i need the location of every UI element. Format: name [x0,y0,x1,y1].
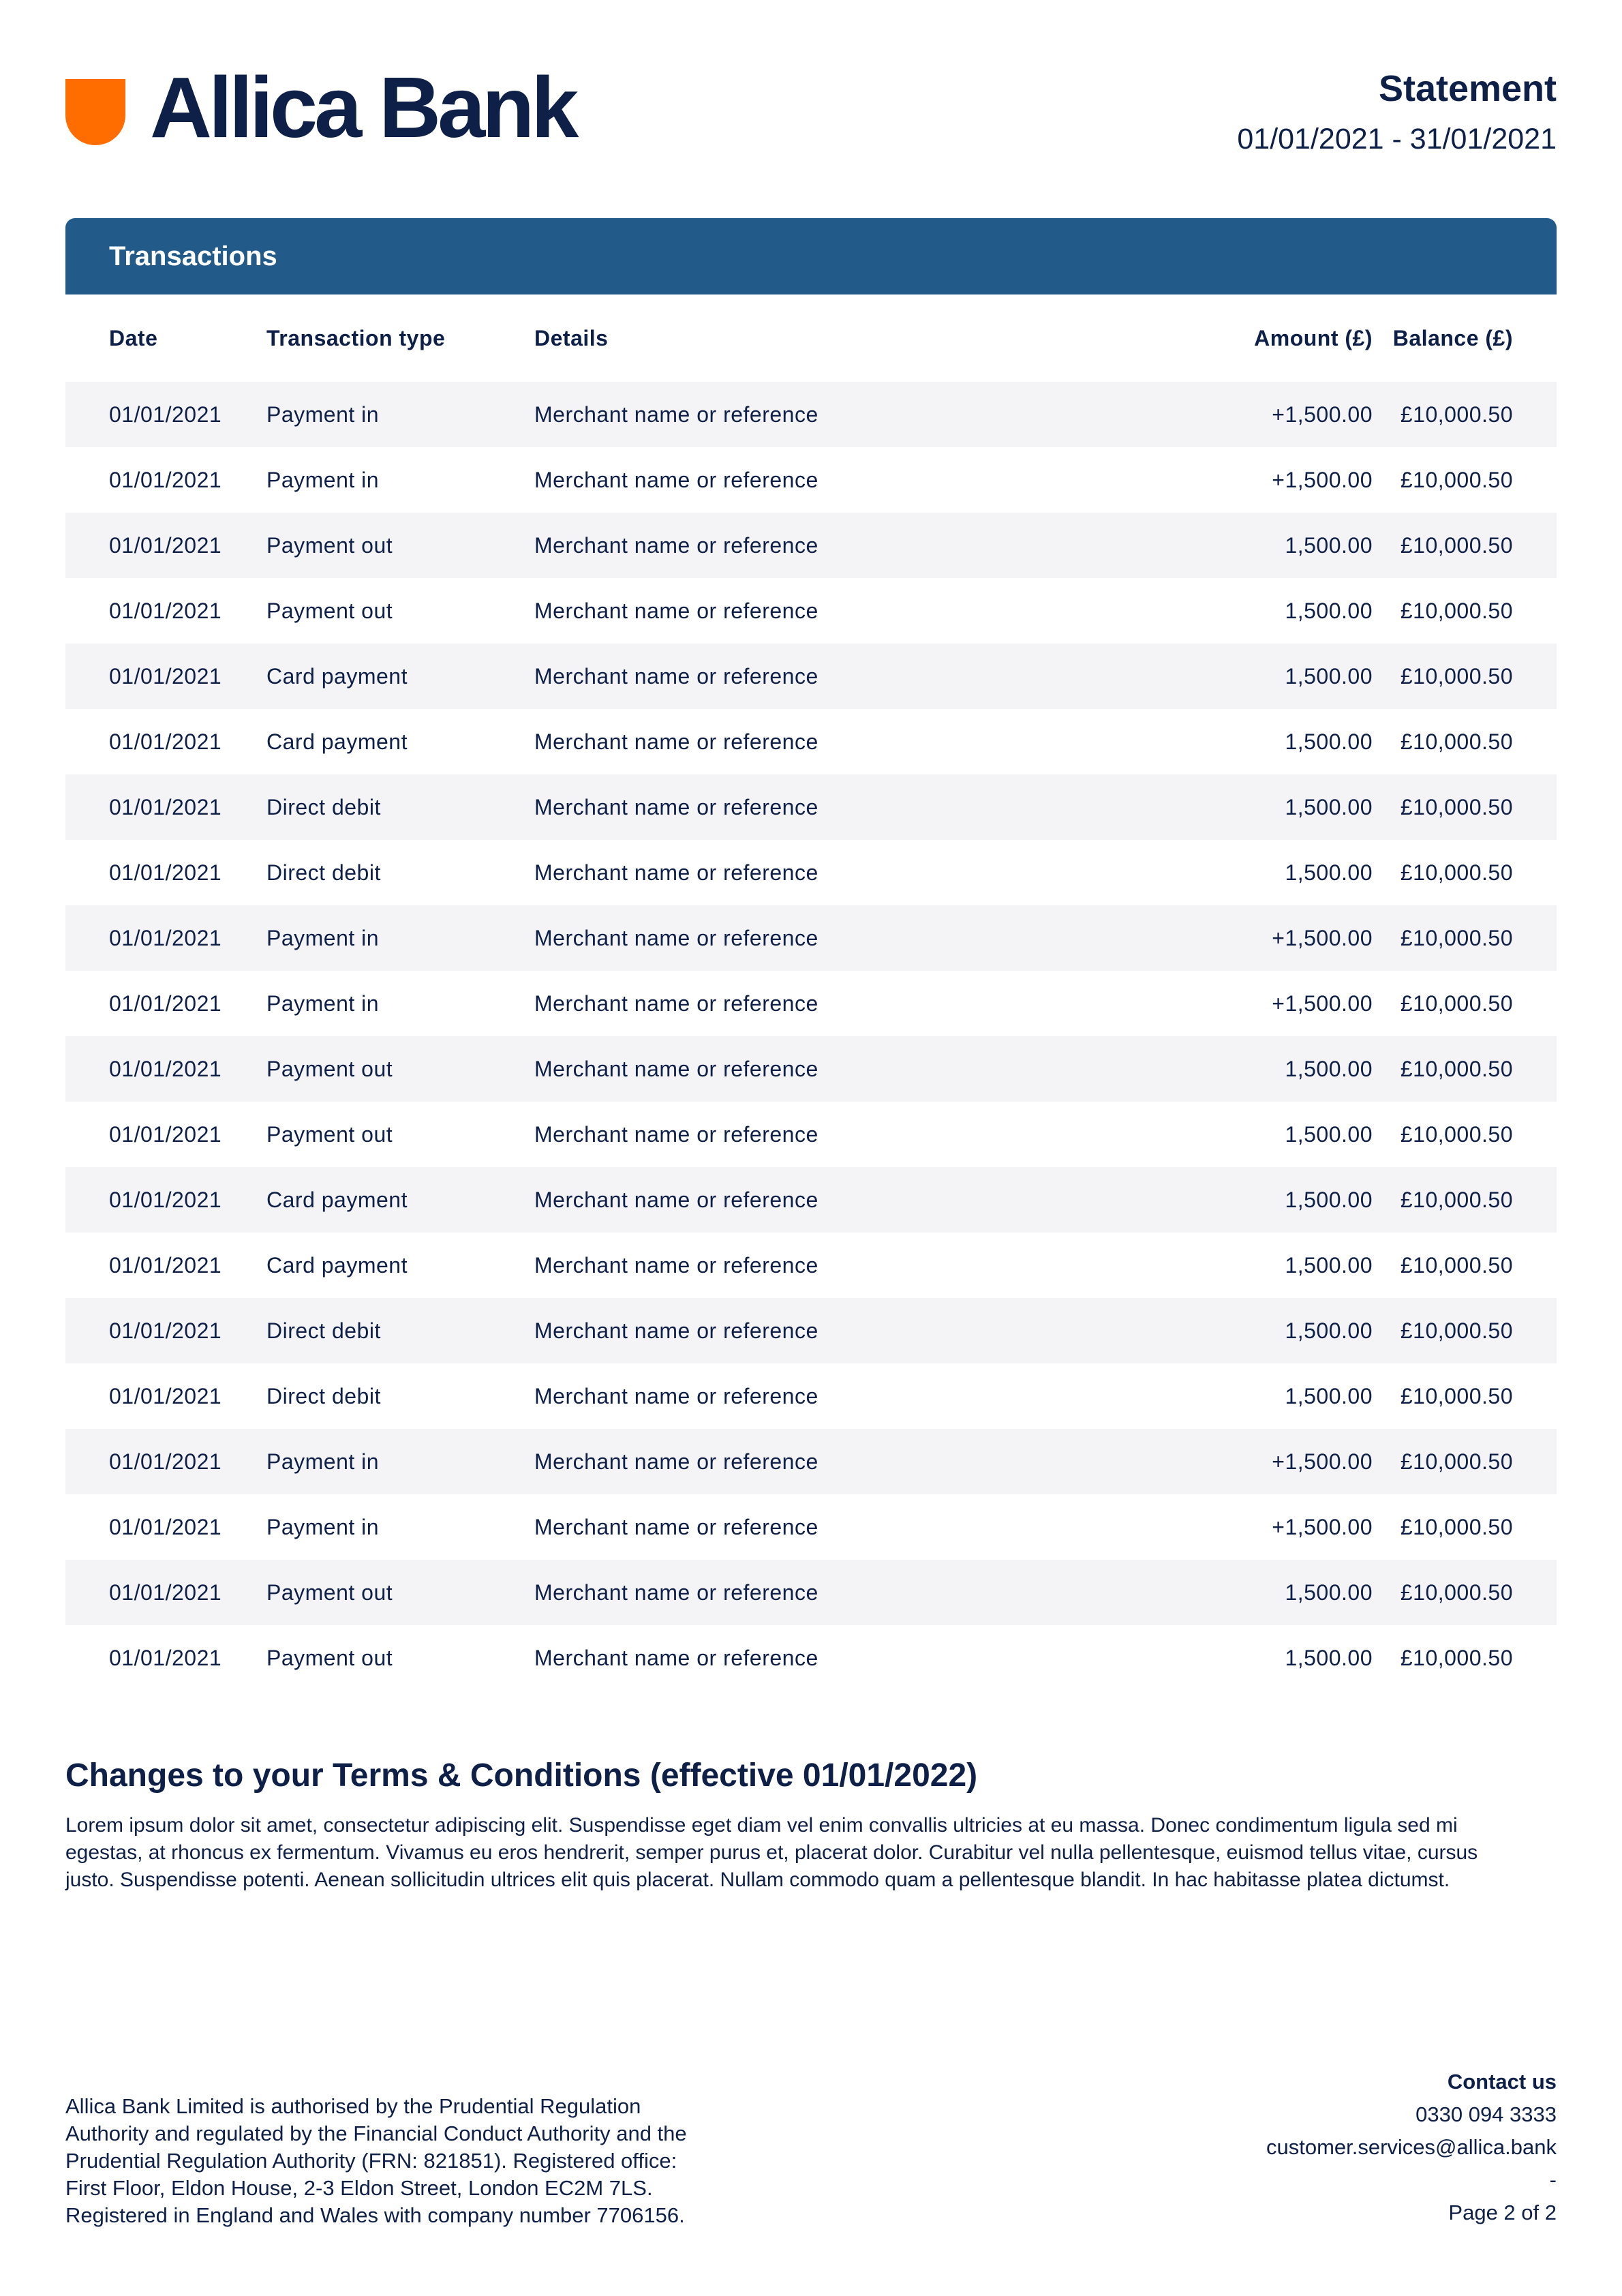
legal-line: First Floor, Eldon House, 2-3 Eldon Street, London EC2M 7LS. [65,2176,653,2200]
cell-date: 01/01/2021 [109,1383,222,1408]
cell-balance: £10,000.50 [1400,1514,1513,1539]
page-number: Page 2 of 2 [1448,2201,1557,2224]
cell-balance: £10,000.50 [1400,925,1513,950]
table-row [65,774,1557,840]
table-row [65,1233,1557,1298]
cell-date: 01/01/2021 [109,1580,222,1605]
table-column-headers [65,294,1557,382]
table-body [65,382,1557,1691]
table-row [65,578,1557,644]
cell-date: 01/01/2021 [109,467,222,492]
cell-date: 01/01/2021 [109,1187,222,1212]
cell-balance: £10,000.50 [1400,402,1513,427]
cell-details: Merchant name or reference [534,1121,818,1147]
cell-details: Merchant name or reference [534,402,818,427]
legal-line: Registered in England and Wales with company number 7706156. [65,2203,685,2227]
column-date: Date [109,325,158,350]
cell-date: 01/01/2021 [109,1056,222,1081]
cell-details: Merchant name or reference [534,1449,818,1474]
cell-balance: £10,000.50 [1400,663,1513,689]
cell-transaction-type: Card payment [266,1187,408,1212]
table-row [65,1429,1557,1494]
cell-details: Merchant name or reference [534,1056,818,1081]
table-row [65,447,1557,513]
cell-details: Merchant name or reference [534,1318,818,1343]
cell-date: 01/01/2021 [109,991,222,1016]
cell-transaction-type: Direct debit [266,860,381,885]
table-row [65,971,1557,1036]
cell-date: 01/01/2021 [109,729,222,754]
cell-amount: 1,500.00 [1285,1187,1373,1212]
transactions-table [65,218,1557,1691]
cell-amount: +1,500.00 [1272,402,1373,427]
shield-logo-icon [65,79,125,145]
cell-details: Merchant name or reference [534,860,818,885]
table-row [65,644,1557,709]
cell-transaction-type: Payment in [266,1514,380,1539]
cell-date: 01/01/2021 [109,402,222,427]
cell-transaction-type: Payment in [266,991,380,1016]
table-row [65,1560,1557,1625]
cell-date: 01/01/2021 [109,598,222,623]
cell-date: 01/01/2021 [109,1514,222,1539]
legal-notice [65,2093,883,2229]
cell-balance: £10,000.50 [1400,1252,1513,1278]
cell-details: Merchant name or reference [534,991,818,1016]
cell-details: Merchant name or reference [534,794,818,819]
cell-transaction-type: Direct debit [266,794,381,819]
table-row [65,709,1557,774]
cell-transaction-type: Card payment [266,1252,408,1278]
statement-title: Statement [1378,68,1557,109]
cell-amount: +1,500.00 [1272,467,1373,492]
statement-info [1237,65,1557,163]
cell-date: 01/01/2021 [109,860,222,885]
cell-balance: £10,000.50 [1400,1056,1513,1081]
cell-date: 01/01/2021 [109,1121,222,1147]
cell-amount: 1,500.00 [1285,1580,1373,1605]
cell-details: Merchant name or reference [534,598,818,623]
statement-period: 01/01/2021 - 31/01/2021 [1237,123,1557,155]
cell-details: Merchant name or reference [534,729,818,754]
terms-body: Lorem ipsum dolor sit amet, consectetur adipiscing elit. Suspendisse eget diam vel enim convallis ultricies at eu massa. Donec condimentum ligula sed mi egestas, at rhoncus ex fermentum. Vivamus eu eros hendrerit, semper purus et, placerat dolor. Curabitur vel nulla pellentesque, euismod tellus vitae, cursus justo. Suspendisse potenti. Aenean sollicitudin ultrices elit quis placerat. Nullam commodo quam a pellentesque blandit. In hac habitasse platea dictumst. [65,1814,1478,1891]
cell-transaction-type: Payment out [266,1121,393,1147]
bank-name: Allica Bank [150,59,576,155]
cell-amount: +1,500.00 [1272,925,1373,950]
cell-date: 01/01/2021 [109,663,222,689]
legal-line: Allica Bank Limited is authorised by the Prudential Regulation [65,2094,641,2118]
cell-details: Merchant name or reference [534,1645,818,1670]
cell-details: Merchant name or reference [534,1252,818,1278]
cell-date: 01/01/2021 [109,1645,222,1670]
table-row [65,1167,1557,1233]
column-transaction-type: Transaction type [266,325,446,350]
cell-balance: £10,000.50 [1400,1580,1513,1605]
cell-transaction-type: Direct debit [266,1383,381,1408]
table-row [65,840,1557,905]
cell-transaction-type: Card payment [266,729,408,754]
table-row [65,1625,1557,1691]
bank-logo [65,59,576,155]
cell-amount: 1,500.00 [1285,860,1373,885]
cell-balance: £10,000.50 [1400,598,1513,623]
cell-amount: 1,500.00 [1285,1056,1373,1081]
cell-amount: +1,500.00 [1272,1514,1373,1539]
table-row [65,513,1557,578]
transactions-title: Transactions [65,218,1557,294]
cell-balance: £10,000.50 [1400,532,1513,558]
cell-balance: £10,000.50 [1400,794,1513,819]
cell-amount: 1,500.00 [1285,532,1373,558]
contact-email[interactable]: customer.services@allica.bank [1266,2135,1557,2159]
cell-balance: £10,000.50 [1400,1383,1513,1408]
table-row [65,905,1557,971]
cell-transaction-type: Payment in [266,402,380,427]
contact-block [1266,2066,1557,2229]
cell-balance: £10,000.50 [1400,729,1513,754]
statement-page [65,0,1557,2296]
table-row [65,1298,1557,1363]
table-row [65,1363,1557,1429]
cell-balance: £10,000.50 [1400,1318,1513,1343]
cell-balance: £10,000.50 [1400,1187,1513,1212]
cell-details: Merchant name or reference [534,532,818,558]
cell-details: Merchant name or reference [534,1383,818,1408]
table-row [65,382,1557,447]
cell-transaction-type: Payment in [266,467,380,492]
cell-balance: £10,000.50 [1400,991,1513,1016]
legal-line: Prudential Regulation Authority (FRN: 821851). Registered office: [65,2149,677,2173]
cell-balance: £10,000.50 [1400,1121,1513,1147]
cell-date: 01/01/2021 [109,1252,222,1278]
terms-title: Changes to your Terms & Conditions (effective 01/01/2022) [65,1757,978,1794]
terms-section [65,1752,1557,1894]
cell-balance: £10,000.50 [1400,1645,1513,1670]
cell-amount: 1,500.00 [1285,1318,1373,1343]
cell-transaction-type: Payment in [266,925,380,950]
cell-transaction-type: Payment out [266,1645,393,1670]
cell-date: 01/01/2021 [109,532,222,558]
cell-balance: £10,000.50 [1400,1449,1513,1474]
cell-date: 01/01/2021 [109,1449,222,1474]
cell-details: Merchant name or reference [534,925,818,950]
cell-details: Merchant name or reference [534,1187,818,1212]
table-row [65,1036,1557,1102]
cell-transaction-type: Payment out [266,598,393,623]
cell-amount: 1,500.00 [1285,598,1373,623]
table-row [65,1494,1557,1560]
cell-amount: 1,500.00 [1285,663,1373,689]
contact-phone[interactable]: 0330 094 3333 [1416,2102,1557,2126]
cell-balance: £10,000.50 [1400,860,1513,885]
cell-transaction-type: Direct debit [266,1318,381,1343]
table-row [65,1102,1557,1167]
cell-transaction-type: Payment in [266,1449,380,1474]
legal-line: Authority and regulated by the Financial Conduct Authority and the [65,2121,687,2145]
cell-details: Merchant name or reference [534,1514,818,1539]
column-balance: Balance (£) [1392,325,1513,350]
contact-title: Contact us [1447,2070,1557,2094]
cell-amount: 1,500.00 [1285,1252,1373,1278]
cell-date: 01/01/2021 [109,794,222,819]
cell-amount: 1,500.00 [1285,1121,1373,1147]
cell-amount: 1,500.00 [1285,1645,1373,1670]
cell-details: Merchant name or reference [534,663,818,689]
cell-date: 01/01/2021 [109,1318,222,1343]
cell-transaction-type: Payment out [266,532,393,558]
cell-balance: £10,000.50 [1400,467,1513,492]
cell-amount: 1,500.00 [1285,1383,1373,1408]
cell-details: Merchant name or reference [534,1580,818,1605]
cell-amount: +1,500.00 [1272,1449,1373,1474]
cell-details: Merchant name or reference [534,467,818,492]
contact-separator: - [1549,2168,1557,2192]
cell-amount: +1,500.00 [1272,991,1373,1016]
cell-transaction-type: Payment out [266,1580,393,1605]
cell-date: 01/01/2021 [109,925,222,950]
cell-amount: 1,500.00 [1285,729,1373,754]
column-amount: Amount (£) [1254,325,1373,350]
page-header [65,59,1557,174]
cell-transaction-type: Card payment [266,663,408,689]
cell-transaction-type: Payment out [266,1056,393,1081]
column-details: Details [534,325,609,350]
cell-amount: 1,500.00 [1285,794,1373,819]
